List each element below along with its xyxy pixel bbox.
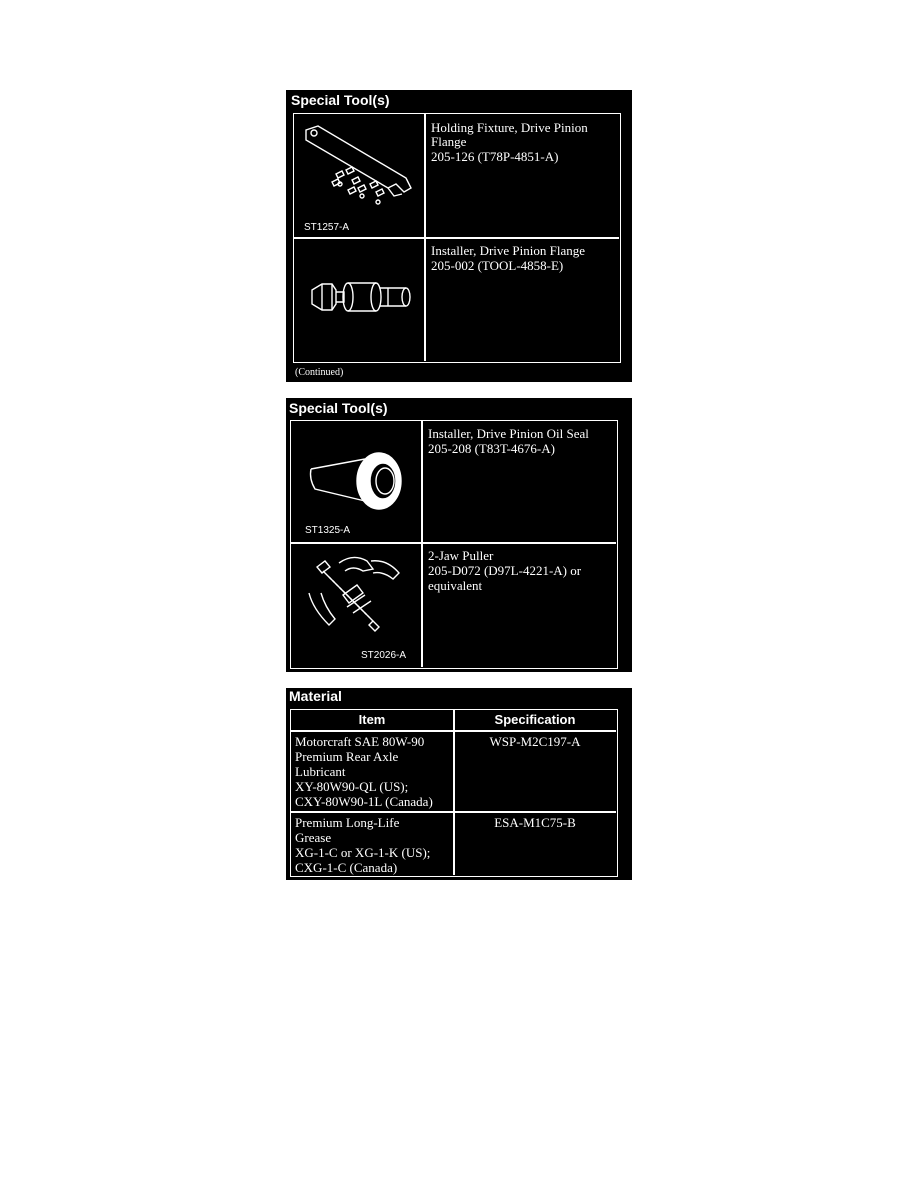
tool-note: equivalent [428, 578, 483, 593]
column-header-specification: Specification [494, 712, 576, 727]
tool-number: 205-126 (T78P-4851-A) [431, 149, 559, 164]
tool-description-cell [425, 238, 620, 361]
material-item-line: Premium Rear Axle [295, 749, 399, 764]
continued-note: (Continued) [295, 367, 344, 378]
header-divider [291, 730, 616, 732]
material-item-line: Motorcraft SAE 80W-90 [295, 734, 425, 749]
tool-description-cell [425, 114, 620, 237]
material-item-line: Grease [295, 830, 332, 845]
tools-table [290, 420, 618, 669]
material-item-line: Premium Long-Life [295, 815, 400, 830]
tool-image-cell [291, 543, 421, 667]
tool-number: 205-208 (T83T-4676-A) [428, 441, 555, 456]
material-item-line: Lubricant [295, 764, 346, 779]
tool-image-cell [291, 421, 421, 542]
panel-title: Special Tool(s) [289, 400, 388, 416]
tool-figure-code: ST1325-A [305, 525, 351, 536]
row-divider [291, 811, 616, 813]
material-table [290, 709, 618, 877]
panel-title: Material [289, 688, 342, 704]
oil-seal-installer-icon [303, 439, 413, 519]
special-tools-panel-2 [286, 398, 632, 672]
tool-name: Installer, Drive Pinion Flange [431, 243, 586, 258]
material-item-line: XY-80W90-QL (US); [295, 779, 409, 794]
tool-number: 205-D072 (D97L-4221-A) or [428, 563, 582, 578]
flange-installer-icon [302, 268, 422, 328]
material-item-line: XG-1-C or XG-1-K (US); [295, 845, 431, 860]
tool-name: Holding Fixture, Drive Pinion [431, 120, 588, 135]
holding-fixture-icon [296, 118, 421, 218]
jaw-puller-icon [303, 549, 413, 639]
tool-description-cell [422, 421, 617, 542]
tool-name: Installer, Drive Pinion Oil Seal [428, 426, 589, 441]
material-item-line: CXY-80W90-1L (Canada) [295, 794, 433, 809]
tool-description-cell [422, 543, 617, 667]
tool-name: 2-Jaw Puller [428, 548, 494, 563]
special-tools-panel-1 [286, 90, 632, 382]
tool-image-cell [294, 238, 424, 361]
tool-number: 205-002 (TOOL-4858-E) [431, 258, 564, 273]
tool-figure-code: ST1257-A [304, 222, 350, 233]
column-header-item: Item [358, 712, 386, 727]
tool-figure-code: ST2026-A [361, 650, 407, 661]
tools-table [293, 113, 621, 363]
material-item-line: CXG-1-C (Canada) [295, 860, 398, 875]
material-panel [286, 688, 632, 880]
material-spec: WSP-M2C197-A [489, 734, 581, 749]
panel-title: Special Tool(s) [291, 92, 390, 108]
tool-name-cont: Flange [431, 134, 467, 149]
tool-image-cell [294, 114, 424, 237]
material-spec: ESA-M1C75-B [494, 815, 576, 830]
